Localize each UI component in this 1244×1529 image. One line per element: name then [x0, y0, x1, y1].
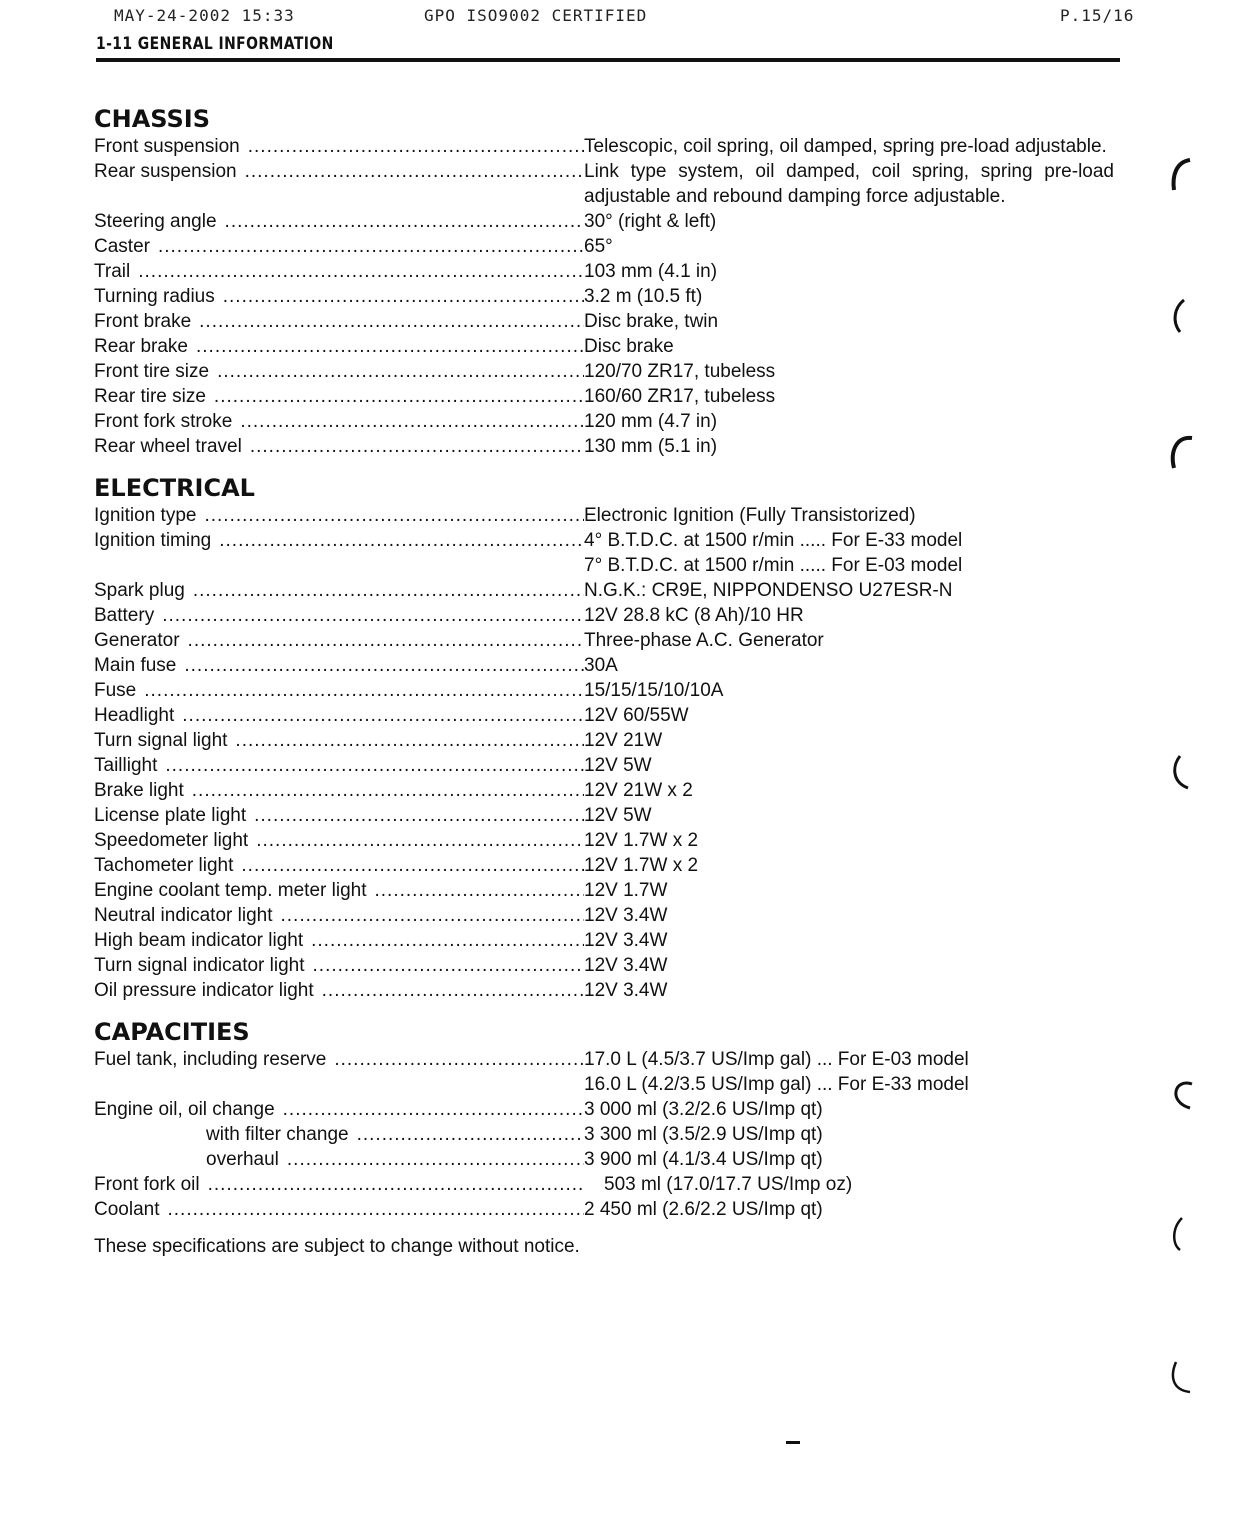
- spec-row: [94, 384, 1134, 409]
- spec-value: 12V 3.4W: [584, 930, 668, 951]
- spec-row: [94, 653, 1134, 678]
- binder-hole-mark: [1166, 1358, 1196, 1398]
- spec-label: License plate light: [94, 805, 247, 826]
- chassis-section: [94, 104, 1134, 459]
- spec-label: Headlight: [94, 705, 175, 726]
- spec-value: 120 mm (4.7 in): [584, 411, 718, 432]
- spec-label: Fuse: [94, 680, 137, 701]
- spec-row: [94, 728, 1134, 753]
- spec-value: Disc brake: [584, 336, 674, 357]
- spec-value: 30° (right & left): [584, 211, 717, 232]
- spec-row: [94, 159, 1134, 209]
- spec-value-secondary: 7° B.T.D.C. at 1500 r/min ..... For E-03 model: [584, 555, 963, 576]
- spec-label: Taillight: [94, 755, 158, 776]
- spec-label: Speedometer light: [94, 830, 249, 851]
- spec-label: Ignition type: [94, 505, 197, 526]
- binder-hole-mark: [1166, 1076, 1196, 1116]
- spec-row: [94, 134, 1134, 159]
- binder-hole-mark: [1166, 156, 1196, 196]
- spec-label: High beam indicator light: [94, 930, 304, 951]
- spec-value: 12V 21W x 2: [584, 780, 693, 801]
- spec-row: [94, 359, 1134, 384]
- page-dash-mark: [786, 1441, 800, 1444]
- spec-label: Trail: [94, 261, 131, 282]
- spec-row: [94, 1197, 1134, 1222]
- page-title: 1-11 GENERAL INFORMATION: [96, 34, 334, 54]
- binder-hole-mark: [1166, 1214, 1196, 1254]
- spec-row: [94, 1147, 1134, 1172]
- spec-label: Main fuse: [94, 655, 177, 676]
- fax-page-number: P.15/16: [1060, 6, 1135, 25]
- spec-label: Front suspension: [94, 136, 240, 157]
- spec-label: Turn signal indicator light: [94, 955, 305, 976]
- spec-label: Engine oil, oil change: [94, 1099, 275, 1120]
- spec-value: 3 000 ml (3.2/2.6 US/Imp qt): [584, 1099, 823, 1120]
- electrical-section: [94, 473, 1134, 1003]
- spec-row: [94, 309, 1134, 334]
- spec-value: 12V 3.4W: [584, 980, 668, 1001]
- spec-label: Oil pressure indicator light: [94, 980, 314, 1001]
- spec-value: 12V 60/55W: [584, 705, 689, 726]
- spec-row: [94, 284, 1134, 309]
- spec-label: Coolant: [94, 1199, 160, 1220]
- spec-row: [94, 828, 1134, 853]
- spec-value: 12V 1.7W: [584, 880, 668, 901]
- spec-label: Rear brake: [94, 336, 188, 357]
- spec-value: 3 300 ml (3.5/2.9 US/Imp qt): [584, 1124, 823, 1145]
- spec-row: [94, 803, 1134, 828]
- spec-row: [94, 234, 1134, 259]
- header-divider: [96, 58, 1120, 62]
- spec-row: [94, 1097, 1134, 1122]
- spec-label: overhaul: [206, 1149, 279, 1170]
- spec-row: [94, 903, 1134, 928]
- spec-value: 12V 1.7W x 2: [584, 855, 699, 876]
- spec-value: 12V 5W: [584, 755, 652, 776]
- spec-value: 12V 5W: [584, 805, 652, 826]
- spec-label: Neutral indicator light: [94, 905, 273, 926]
- spec-label: Battery: [94, 605, 155, 626]
- spec-label: Front fork stroke: [94, 411, 233, 432]
- spec-label: Steering angle: [94, 211, 217, 232]
- spec-label: Rear wheel travel: [94, 436, 242, 457]
- spec-row: [94, 953, 1134, 978]
- spec-label: Front brake: [94, 311, 192, 332]
- spec-value: 160/60 ZR17, tubeless: [584, 386, 776, 407]
- spec-value: Three-phase A.C. Generator: [584, 630, 824, 651]
- spec-row: [94, 703, 1134, 728]
- binder-hole-mark: [1166, 296, 1196, 336]
- spec-label: Front fork oil: [94, 1174, 200, 1195]
- chassis-title: CHASSIS: [94, 105, 210, 133]
- spec-label: Ignition timing: [94, 530, 212, 551]
- spec-row: [94, 678, 1134, 703]
- spec-label: Caster: [94, 236, 150, 257]
- spec-value: 12V 3.4W: [584, 955, 668, 976]
- spec-row: [94, 409, 1134, 434]
- spec-label: Rear tire size: [94, 386, 206, 407]
- spec-value: Disc brake, twin: [584, 311, 719, 332]
- electrical-title: ELECTRICAL: [94, 474, 255, 502]
- capacities-title: CAPACITIES: [94, 1018, 250, 1046]
- spec-value: 12V 21W: [584, 730, 663, 751]
- binder-hole-mark: [1166, 752, 1196, 792]
- spec-value: 65°: [584, 236, 613, 257]
- spec-value: 12V 28.8 kC (8 Ah)/10 HR: [584, 605, 804, 626]
- spec-value: 120/70 ZR17, tubeless: [584, 361, 776, 382]
- spec-row: [94, 753, 1134, 778]
- spec-row: [94, 1047, 1134, 1097]
- spec-label: Turn signal light: [94, 730, 228, 751]
- spec-value: 130 mm (5.1 in): [584, 436, 718, 457]
- spec-row: [94, 259, 1134, 284]
- spec-row: [94, 503, 1134, 528]
- spec-label: Turning radius: [94, 286, 215, 307]
- spec-label: Spark plug: [94, 580, 185, 601]
- spec-row: [94, 209, 1134, 234]
- fax-certification: GPO ISO9002 CERTIFIED: [424, 6, 648, 25]
- fax-timestamp: MAY-24-2002 15:33: [114, 6, 295, 25]
- spec-row: [94, 603, 1134, 628]
- spec-row: [94, 878, 1134, 903]
- spec-value: Telescopic, coil spring, oil damped, spring pre-load adjustable.: [584, 136, 1107, 157]
- spec-row: [94, 434, 1134, 459]
- capacities-section: [94, 1017, 1134, 1222]
- spec-label: Fuel tank, including reserve: [94, 1049, 327, 1070]
- spec-value: N.G.K.: CR9E, NIPPONDENSO U27ESR-N: [584, 580, 953, 601]
- spec-row: [94, 853, 1134, 878]
- spec-value: 12V 1.7W x 2: [584, 830, 699, 851]
- binder-hole-mark: [1166, 432, 1196, 472]
- spec-label: Front tire size: [94, 361, 210, 382]
- spec-label: with filter change: [206, 1124, 349, 1145]
- footer-note: These specifications are subject to change without notice.: [94, 1236, 580, 1257]
- spec-row: [94, 928, 1134, 953]
- spec-value: 12V 3.4W: [584, 905, 668, 926]
- spec-label: Rear suspension: [94, 161, 237, 182]
- spec-row: [94, 1122, 1134, 1147]
- spec-label: Tachometer light: [94, 855, 234, 876]
- spec-row: [94, 778, 1134, 803]
- spec-value: 503 ml (17.0/17.7 US/Imp oz): [604, 1174, 853, 1195]
- spec-row: [94, 334, 1134, 359]
- spec-value: 30A: [584, 655, 618, 676]
- spec-value: Link type system, oil damped, coil spring, spring pre-load adjustable and rebound damping force adjustable.: [584, 161, 1114, 207]
- spec-value: 3.2 m (10.5 ft): [584, 286, 703, 307]
- spec-value: 3 900 ml (4.1/3.4 US/Imp qt): [584, 1149, 823, 1170]
- spec-value: 103 mm (4.1 in): [584, 261, 718, 282]
- spec-label: Engine coolant temp. meter light: [94, 880, 367, 901]
- spec-row: [94, 1172, 1134, 1197]
- spec-value: Electronic Ignition (Fully Transistorized): [584, 505, 916, 526]
- spec-row: [94, 628, 1134, 653]
- spec-row: [94, 578, 1134, 603]
- spec-row: [94, 978, 1134, 1003]
- spec-value: 2 450 ml (2.6/2.2 US/Imp qt): [584, 1199, 823, 1220]
- spec-value: 15/15/15/10/10A: [584, 680, 724, 701]
- spec-value: 17.0 L (4.5/3.7 US/Imp gal) ... For E-03 model: [584, 1049, 969, 1070]
- spec-content: [94, 104, 1134, 1258]
- spec-row: [94, 528, 1134, 578]
- spec-label: Generator: [94, 630, 180, 651]
- spec-value-secondary: 16.0 L (4.2/3.5 US/Imp gal) ... For E-33 model: [584, 1074, 969, 1095]
- spec-label: Brake light: [94, 780, 184, 801]
- spec-value: 4° B.T.D.C. at 1500 r/min ..... For E-33 model: [584, 530, 963, 551]
